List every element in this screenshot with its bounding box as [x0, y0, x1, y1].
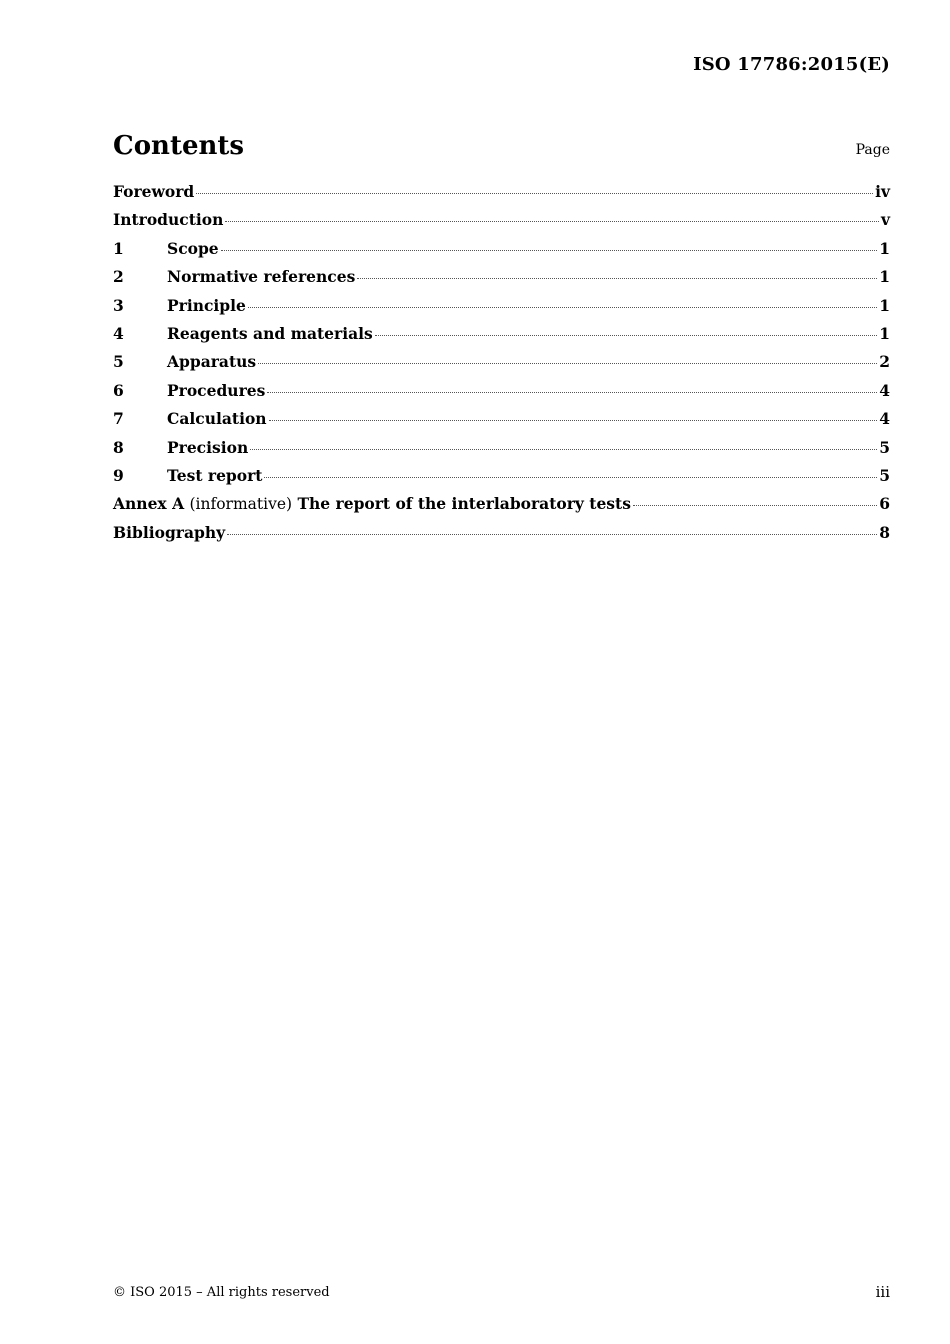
toc-entry-number: 1 — [113, 238, 124, 258]
annex-type: (informative) — [189, 495, 293, 514]
toc-entry-introduction[interactable] — [113, 210, 890, 238]
dot-leader — [264, 477, 877, 478]
toc-entry-label: Principle — [167, 295, 246, 315]
toc-entry-label — [113, 494, 631, 513]
toc-entry-apparatus[interactable] — [113, 352, 890, 380]
toc-entry-number: 8 — [113, 437, 124, 457]
toc-entry-page: v — [880, 210, 890, 230]
toc-entry-page: 1 — [879, 267, 890, 287]
toc-entry-page: 8 — [879, 522, 890, 542]
dot-leader — [269, 420, 878, 421]
document-id: ISO 17786:2015(E) — [693, 54, 890, 75]
toc-entry-page: 1 — [879, 295, 890, 315]
dot-leader — [196, 193, 873, 194]
toc-entry-number: 5 — [113, 352, 124, 372]
dot-leader — [221, 250, 878, 251]
dot-leader — [258, 363, 877, 364]
toc-entry-label: Normative references — [167, 267, 356, 287]
toc-entry-scope[interactable] — [113, 239, 890, 267]
toc-entry-calculation[interactable] — [113, 409, 890, 437]
dot-leader — [633, 505, 877, 506]
toc-entry-annex-a[interactable] — [113, 494, 890, 522]
toc-entry-test-report[interactable] — [113, 466, 890, 494]
toc-entry-number: 4 — [113, 323, 124, 343]
toc-entry-page: 4 — [879, 409, 890, 429]
dot-leader — [225, 221, 879, 222]
toc-entry-bibliography[interactable] — [113, 523, 890, 551]
toc-entry-page: 2 — [879, 352, 890, 372]
table-of-contents — [113, 182, 890, 551]
toc-entry-page: iv — [875, 182, 890, 201]
toc-entry-procedures[interactable] — [113, 381, 890, 409]
annex-title: The report of the interlaboratory tests — [297, 494, 631, 514]
toc-entry-number: 6 — [113, 380, 124, 400]
dot-leader — [248, 307, 877, 308]
toc-entry-number: 7 — [113, 409, 124, 429]
toc-entry-number: 3 — [113, 295, 124, 315]
toc-entry-number: 2 — [113, 267, 124, 287]
dot-leader — [250, 449, 877, 450]
toc-entry-label: Test report — [167, 465, 263, 485]
toc-entry-page: 5 — [879, 465, 890, 485]
toc-entry-page: 1 — [879, 323, 890, 343]
toc-entry-label: Introduction — [113, 210, 224, 230]
dot-leader — [267, 392, 877, 393]
toc-entry-normative-references[interactable] — [113, 267, 890, 295]
copyright-notice: © ISO 2015 – All rights reserved — [113, 1285, 330, 1300]
toc-entry-label: Calculation — [167, 409, 267, 429]
toc-entry-label: Precision — [167, 437, 249, 457]
toc-entry-number: 9 — [113, 465, 124, 485]
toc-entry-label: Scope — [167, 238, 219, 258]
page-title: Contents — [113, 131, 245, 161]
toc-entry-page: 4 — [879, 380, 890, 400]
toc-entry-reagents-and-materials[interactable] — [113, 324, 890, 352]
page-column-label: Page — [855, 142, 890, 158]
annex-prefix: Annex A — [113, 494, 185, 514]
toc-entry-page: 1 — [879, 238, 890, 258]
toc-entry-label: Bibliography — [113, 522, 226, 542]
toc-entry-precision[interactable] — [113, 438, 890, 466]
dot-leader — [375, 335, 877, 336]
toc-entry-label: Reagents and materials — [167, 323, 373, 343]
toc-entry-label: Foreword — [113, 182, 195, 201]
toc-entry-principle[interactable] — [113, 296, 890, 324]
page-number: iii — [875, 1283, 890, 1301]
toc-entry-label: Apparatus — [167, 352, 257, 372]
toc-entry-foreword[interactable] — [113, 182, 890, 210]
toc-entry-page: 6 — [879, 494, 890, 514]
toc-entry-page: 5 — [879, 437, 890, 457]
toc-entry-label: Procedures — [167, 380, 266, 400]
dot-leader — [357, 278, 877, 279]
dot-leader — [227, 534, 877, 535]
